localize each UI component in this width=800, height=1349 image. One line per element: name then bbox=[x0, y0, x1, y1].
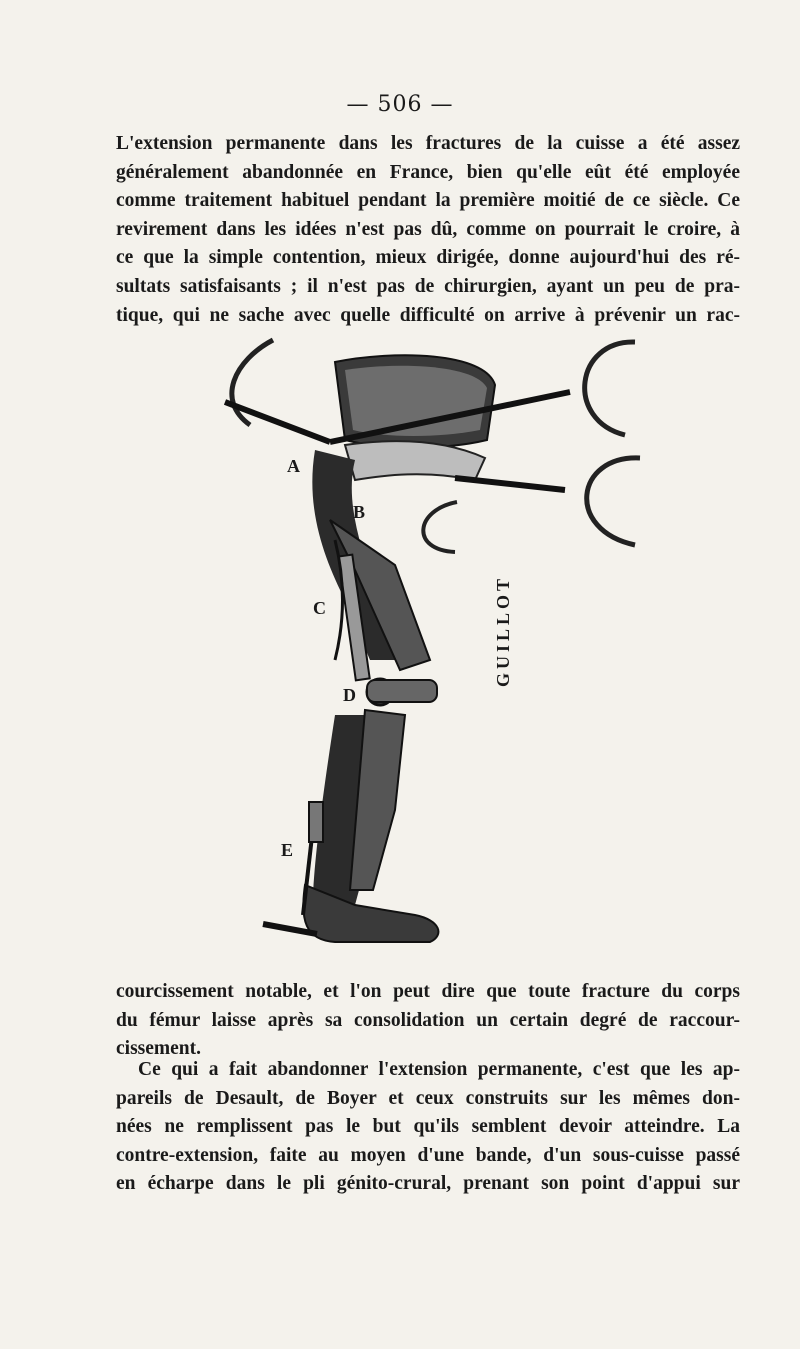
text-line: tique, qui ne sache avec quelle difficulté on arrive à prévenir un rac- bbox=[116, 304, 740, 326]
paragraph-apparatus-critique bbox=[116, 1056, 740, 1199]
leg-apparatus-figure bbox=[195, 330, 665, 970]
figure-label-e: E bbox=[281, 840, 294, 860]
text-line: courcissement notable, et l'on peut dire que toute fracture du corps bbox=[116, 981, 740, 1002]
engraver-signature: GUILLOT bbox=[493, 575, 513, 688]
text-line: cissement. bbox=[116, 1038, 202, 1060]
paragraph-intro bbox=[116, 130, 740, 330]
text-line: Ce qui a fait abandonner l'extension permanente, c'est que les ap- bbox=[138, 1059, 740, 1080]
text-line: généralement abandonnée en France, bien qu'elle eût été employée bbox=[116, 161, 740, 183]
figure-label-b: B bbox=[353, 502, 366, 522]
leg-apparatus-illustration bbox=[195, 330, 665, 970]
figure-label-d: D bbox=[343, 685, 356, 705]
page-number: — 506 — bbox=[346, 92, 454, 117]
figure-label-c: C bbox=[313, 598, 326, 618]
text-line: en écharpe dans le pli génito-crural, prenant son point d'appui sur bbox=[116, 1173, 740, 1195]
text-line: L'extension permanente dans les fractures de la cuisse a été assez bbox=[116, 133, 740, 154]
paragraph-continuation bbox=[116, 978, 740, 1064]
text-line: pareils de Desault, de Boyer et ceux construits sur les mêmes don- bbox=[116, 1087, 740, 1109]
text-line: du fémur laisse après sa consolidation un certain degré de raccour- bbox=[116, 1009, 740, 1031]
text-line: contre-extension, faite au moyen d'une bande, d'un sous-cuisse passé bbox=[116, 1144, 740, 1166]
text-line: nées ne remplissent pas le but qu'ils semblent devoir atteindre. La bbox=[116, 1116, 740, 1138]
text-line: comme traitement habituel pendant la première moitié de ce siècle. Ce bbox=[116, 190, 740, 212]
text-line: ce que la simple contention, mieux dirigée, donne aujourd'hui des ré- bbox=[116, 247, 740, 269]
text-line: sultats satisfaisants ; il n'est pas de chirurgien, ayant un peu de pra- bbox=[116, 275, 740, 297]
figure-label-a: A bbox=[287, 456, 300, 476]
text-line: revirement dans les idées n'est pas dû, comme on pourrait le croire, à bbox=[116, 218, 740, 240]
